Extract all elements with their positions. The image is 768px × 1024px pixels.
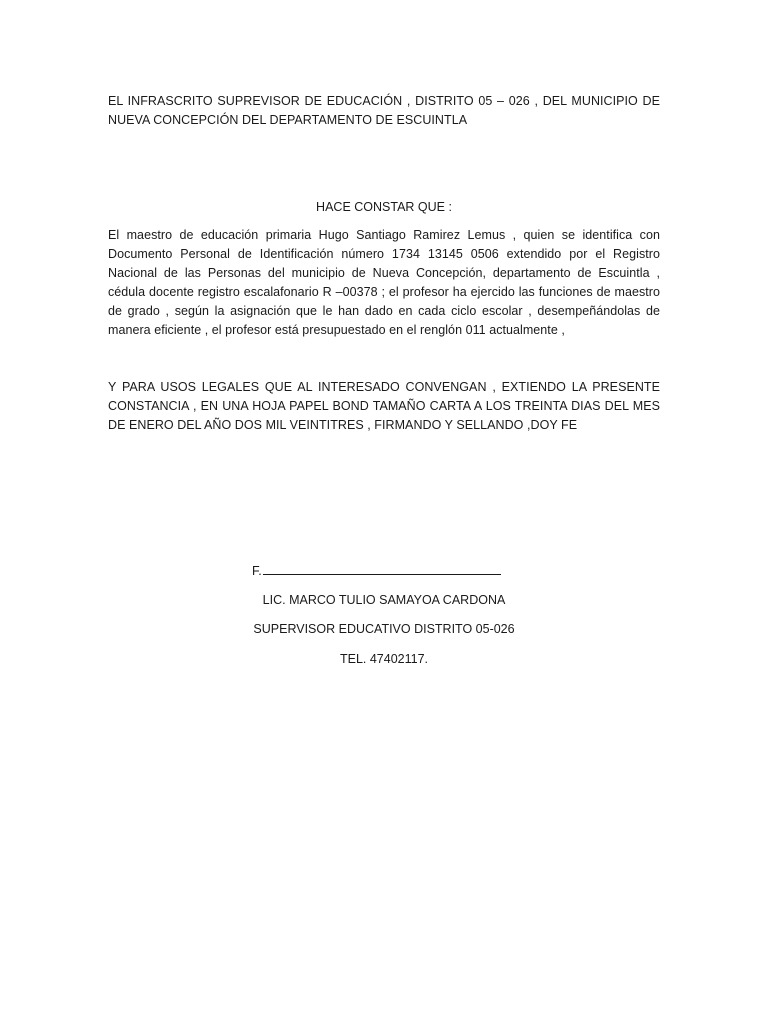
signature-line [252,562,501,581]
document-closing-paragraph: Y PARA USOS LEGALES QUE AL INTERESADO CONVENGAN , EXTIENDO LA PRESENTE CONSTANCIA , EN UNA HOJA PAPEL BOND TAMAÑO CARTA A LOS TREINTA DIAS DEL MES DE ENERO DEL AÑO DOS MIL VEINTITRES , FIRMANDO Y SELLANDO ,DOY FE [108,380,660,432]
document-body-paragraph: El maestro de educación primaria Hugo Santiago Ramirez Lemus , quien se identifica con Documento Personal de Identificación número 1734 13145 0506 extendido por el Registro Nacional de las Personas del municipio de Nueva Concepción, departamento de Escuintla , cédula docente registro escalafonario R –00378 ; el profesor ha ejercido las funciones de maestro de grado , según la asignación que le han dado en cada ciclo escolar , desempeñándolas de manera eficiente , el profesor está presupuestado en el renglón 011 actualmente , [108,228,660,337]
signature-rule [263,562,501,575]
signer-name: LIC. MARCO TULIO SAMAYOA CARDONA [262,593,506,607]
signer-phone: TEL. 47402117. [339,652,429,666]
document-subtitle: HACE CONSTAR QUE : [316,200,452,214]
document-header: EL INFRASCRITO SUPREVISOR DE EDUCACIÓN , DISTRITO 05 – 026 , DEL MUNICIPIO DE NUEVA CONCEPCIÓN DEL DEPARTAMENTO DE ESCUINTLA [108,94,660,127]
signer-role: SUPERVISOR EDUCATIVO DISTRITO 05-026 [253,622,515,636]
signature-prefix: F. [252,564,262,578]
